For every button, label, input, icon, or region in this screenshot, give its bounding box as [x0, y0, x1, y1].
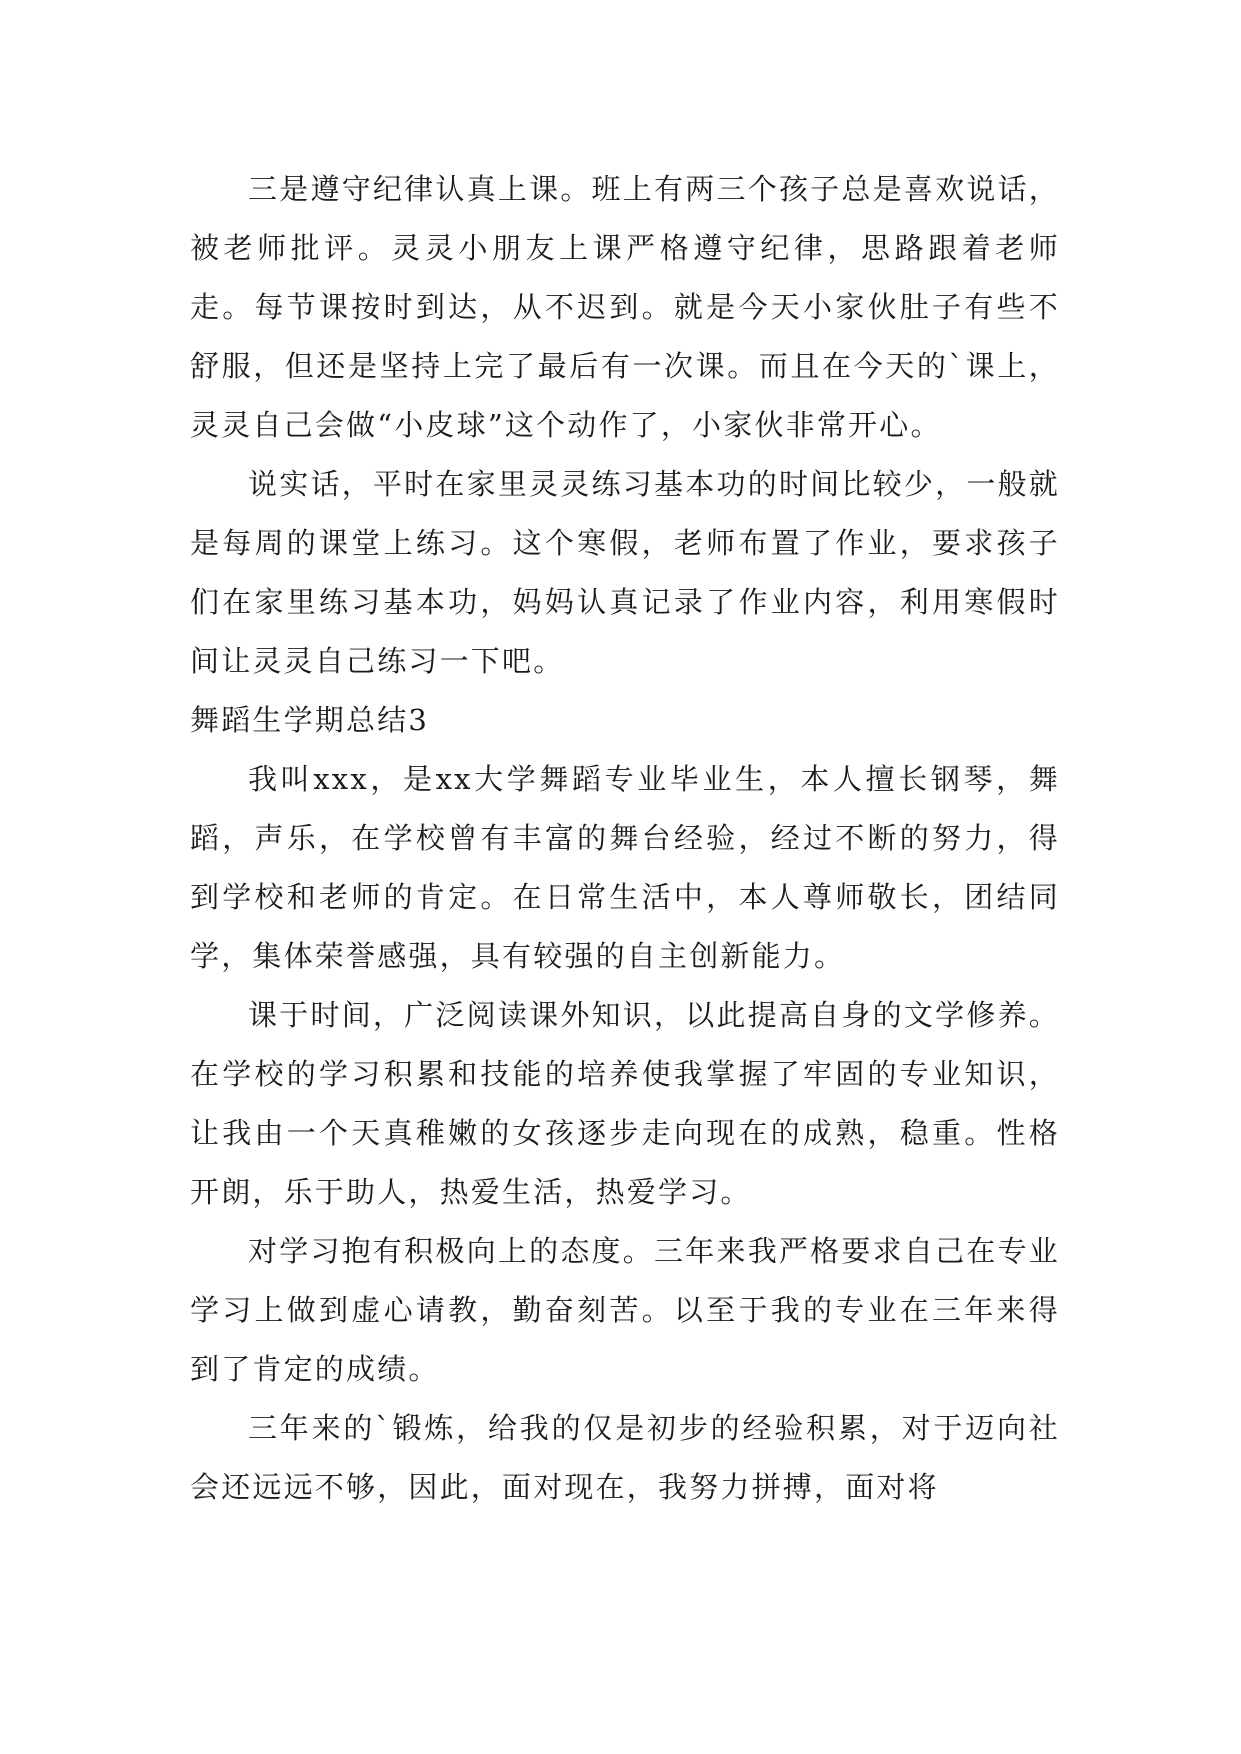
paragraph-experience: 三年来的`锻炼，给我的仅是初步的经验积累，对于迈向社会还远远不够，因此，面对现在，我努力拼搏，面对将	[190, 1411, 1060, 1504]
document-body	[190, 160, 1060, 1517]
section-heading: 舞蹈生学期总结3	[190, 703, 430, 737]
paragraph-self-study: 课于时间，广泛阅读课外知识，以此提高自身的文学修养。在学校的学习积累和技能的培养使我掌握了牢固的专业知识，让我由一个天真稚嫩的女孩逐步走向现在的成熟，稳重。性格开朗，乐于助人，热爱生活，热爱学习。	[190, 998, 1060, 1209]
paragraph-discipline: 三是遵守纪律认真上课。班上有两三个孩子总是喜欢说话，被老师批评。灵灵小朋友上课严格遵守纪律，思路跟着老师走。每节课按时到达，从不迟到。就是今天小家伙肚子有些不舒服，但还是坚持上完了最后有一次课。而且在今天的`课上，灵灵自己会做“小皮球”这个动作了，小家伙非常开心。	[190, 172, 1060, 442]
paragraph-attitude: 对学习抱有积极向上的态度。三年来我严格要求自己在专业学习上做到虚心请教，勤奋刻苦。以至于我的专业在三年来得到了肯定的成绩。	[190, 1234, 1060, 1386]
paragraph-home-practice: 说实话，平时在家里灵灵练习基本功的时间比较少，一般就是每周的课堂上练习。这个寒假，老师布置了作业，要求孩子们在家里练习基本功，妈妈认真记录了作业内容，利用寒假时间让灵灵自己练习一下吧。	[190, 467, 1060, 678]
paragraph-introduction: 我叫xxx，是xx大学舞蹈专业毕业生，本人擅长钢琴，舞蹈，声乐，在学校曾有丰富的舞台经验，经过不断的努力，得到学校和老师的肯定。在日常生活中，本人尊师敬长，团结同学，集体荣誉感强，具有较强的自主创新能力。	[190, 762, 1060, 973]
